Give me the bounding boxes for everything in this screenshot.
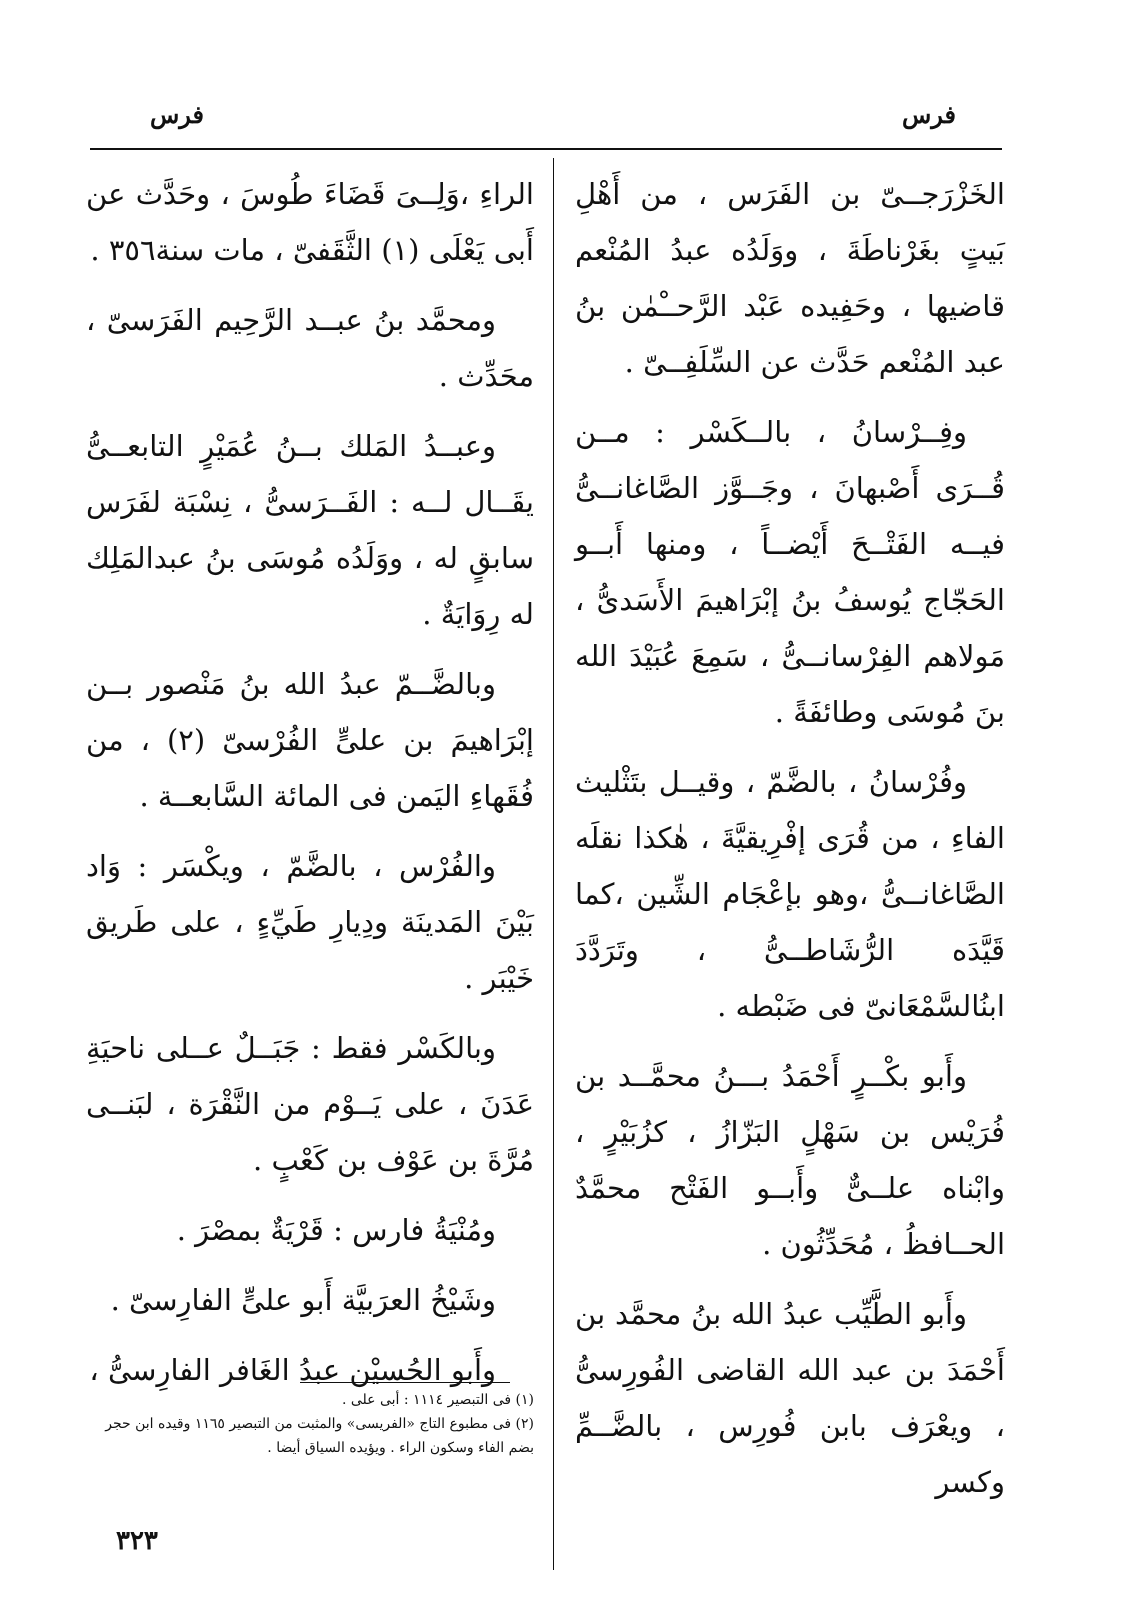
page-number: ٣٢٣ <box>116 1526 158 1556</box>
entry-paragraph: ومُنْيَةُ فارس : قَرْيَةٌ بمصْرَ . <box>176 1213 496 1247</box>
entry-paragraph: وأَبو بكْــرٍ أَحْمَدُ بـــنُ محمَّــد بن فُرَيْس بن سَهْلٍ البَزّازُ ، كزُبَيْرٍ ، وابْناه علــىٌّ وأَبــو الفَتْح محمَّدٌ الحــافظُ ، مُحَدِّثُون . <box>575 1059 1005 1261</box>
running-header-left: فرس <box>150 100 205 129</box>
running-header-right: فرس <box>901 100 956 129</box>
left-column <box>86 166 534 1412</box>
entry-paragraph: وفِــرْسانُ ، بالــكَسْر : مــن قُــرَى أَصْبهانَ ، وجَــوَّز الصَّاغانــىُّ فيــه الفَتْــحَ أَيْضــاً ، ومنها أَبــو الحَجّاج يُوسفُ بنُ إبْرَاهيمَ الأَسَدىُّ ، مَولاهم الفِرْسانــىُّ ، سَمِعَ عُبَيْدَ الله بنَ مُوسَى وطائفَةً . <box>575 415 1005 729</box>
column-divider <box>553 158 554 1570</box>
entry-paragraph: وفُرْسانُ ، بالضَّمّ ، وقيــل بتَثْليث الفاءِ ، من قُرَى إفْرِيقيَّةَ ، هٰكذا نقلَه الصَّاغانــىُّ ،وهو بإعْجَام الشِّين ،كما قَيَّدَه الرُّشَاطــىُّ ، وتَرَدَّدَ ابنُالسَّمْعَانىّ فى ضَبْطه . <box>575 765 1005 1023</box>
right-column <box>575 166 1005 1524</box>
entry-paragraph: الراءِ ،وَلِــىَ قَضَاءَ طُوسَ ، وحَدَّث عن أَبى يَعْلَى (١) الثَّقَفىّ ، مات سنة٣٥٦ . <box>86 177 534 267</box>
footnote-rule <box>300 1382 510 1383</box>
footnotes <box>86 1388 534 1460</box>
header-rule <box>90 148 1002 150</box>
entry-paragraph: وشَيْخُ العرَبيَّة أَبو علىٍّ الفارِسىّ . <box>110 1283 496 1317</box>
entry-paragraph: وأَبو الحُسيْن عبدُ الغَافر الفارِسىُّ ، <box>89 1353 496 1387</box>
entry-paragraph: الخَزْرَجــىّ بن الفَرَس ، من أَهْلِ بَيتٍ بغَرْناطَةَ ، ووَلَدُه عبدُ المُنْعم قاضيها ، وحَفِيده عَبْد الرَّحــْمٰن بنُ عبد المُنْعم حَدَّث عن السِّلَفِــىّ . <box>575 177 1005 379</box>
entry-paragraph: وأَبو الطَّيِّب عبدُ الله بنُ محمَّد بن أَحْمَدَ بن عبد الله القاضى الفُورِسىُّ ، ويعْرَف بابن فُورِس ، بالضَّــمِّ وكسر <box>575 1297 1005 1499</box>
entry-paragraph: والفُرْس ، بالضَّمّ ، ويكْسَر : وَاد بَيْنَ المَدينَة ودِيارِ طَيِّءٍ ، على طَريق خَيْبَر . <box>86 849 534 995</box>
entry-paragraph: وبالكَسْر فقط : جَبَــلٌ عــلى ناحيَةِ عَدَنَ ، على يَــوْم من النَّقْرَة ، لبَنــى مُرَّةَ بن عَوْف بن كَعْبٍ . <box>86 1031 535 1177</box>
footnote: (١) فى التبصير ١١١٤ : أبى على . <box>341 1392 534 1408</box>
entry-paragraph: ومحمَّد بنُ عبــد الرَّحِيم الفَرَسىّ ، محَدِّث . <box>86 303 534 393</box>
footnote: (٢) فى مطبوع التاج «الفريسى» والمثبت من التبصير ١١٦٥ وقيده ابن حجر بضم الفاء وسكون الراء . ويؤيده السياق أيضا . <box>105 1416 534 1456</box>
entry-paragraph: وبالضَّــمّ عبدُ الله بنُ مَنْصور بــن إبْرَاهيمَ بن علىٍّ الفُرْسىّ (٢) ، من فُقَهاءِ اليَمن فى المائة السَّابعــة . <box>86 667 534 813</box>
entry-paragraph: وعبــدُ المَلك بــنُ عُمَيْرٍ التابعــىُّ يقَــال لــه : الفَــرَسىُّ ، نِسْبَة لفَرَس سابقٍ له ، ووَلَدُه مُوسَى بنُ عبدالمَلِك له رِوَايَةٌ . <box>86 429 534 631</box>
